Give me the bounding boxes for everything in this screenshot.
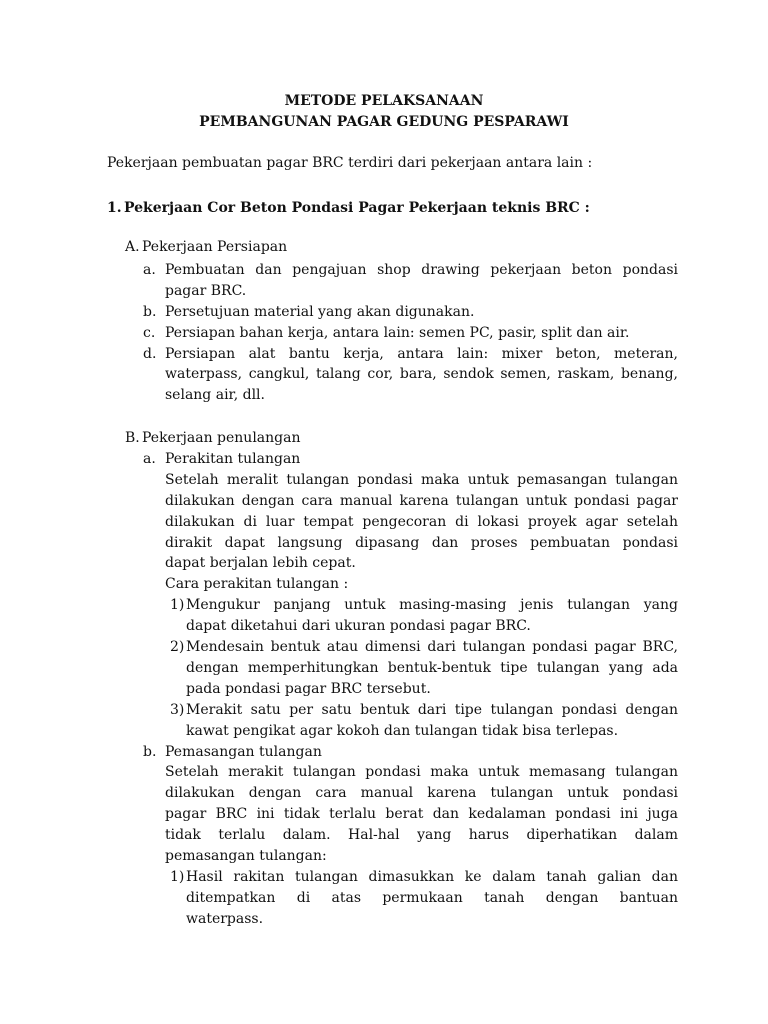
section-number: 1.	[107, 200, 122, 216]
item-line: Persiapan alat bantu kerja, antara lain: mixer beton, meteran,	[165, 345, 678, 362]
paragraph-line: pemasangan tulangan:	[165, 848, 327, 865]
part-b-title-text: Pekerjaan penulangan	[142, 430, 301, 446]
item-line: pagar BRC.	[165, 282, 247, 299]
part-a-marker: A.	[125, 239, 140, 255]
step-marker: 3)	[170, 701, 185, 718]
paragraph-line: Setelah meralit tulangan pondasi maka untuk pemasangan tulangan	[165, 471, 678, 488]
item-line: Persetujuan material yang akan digunakan.	[165, 303, 475, 320]
step-line: Mengukur panjang untuk masing-masing jenis tulangan yang	[186, 597, 678, 614]
list-item	[143, 344, 678, 407]
subsection-title	[143, 742, 678, 763]
list-item	[143, 323, 678, 344]
paragraph-line: dilakukan dengan cara manual karena tulangan untuk pondasi pagar	[165, 492, 678, 509]
item-line: waterpass, cangkul, talang cor, bara, sendok semen, raskam, benang,	[165, 366, 678, 383]
item-line: Persiapan bahan kerja, antara lain: semen PC, pasir, split dan air.	[165, 324, 630, 341]
subsection-title-text: Perakitan tulangan	[165, 450, 301, 467]
paragraph-line: dirakit dapat langsung dipasang dan proses pembuatan pondasi	[165, 534, 678, 551]
intro-paragraph: Pekerjaan pembuatan pagar BRC terdiri dari pekerjaan antara lain :	[107, 155, 593, 171]
part-b	[0, 428, 768, 930]
subsection-marker: a.	[143, 450, 156, 467]
document-title: METODE PELAKSANAAN	[284, 93, 484, 109]
part-a-title	[0, 237, 768, 258]
part-a	[0, 237, 768, 406]
paragraph-line: dilakukan dengan cara manual karena tulangan untuk pondasi	[165, 785, 678, 802]
step-line: waterpass.	[186, 910, 264, 927]
list-marker: d.	[143, 345, 157, 362]
step-item	[170, 595, 678, 637]
list-marker: b.	[143, 303, 157, 320]
step-line: dapat diketahui dari ukuran pondasi pagar BRC.	[186, 618, 531, 635]
step-item	[170, 700, 678, 742]
section-heading-text: Pekerjaan Cor Beton Pondasi Pagar Pekerjaan teknis BRC :	[124, 200, 590, 216]
list-marker: c.	[143, 324, 156, 341]
section-heading	[0, 198, 768, 219]
step-item	[170, 637, 678, 700]
step-item	[170, 867, 678, 930]
step-line: pada pondasi pagar BRC tersebut.	[186, 680, 431, 697]
document-subtitle: PEMBANGUNAN PAGAR GEDUNG PESPARAWI	[199, 114, 569, 130]
step-line: Hasil rakitan tulangan dimasukkan ke dalam tanah galian dan	[186, 869, 678, 886]
subsection-paragraph	[165, 470, 678, 595]
part-b-marker: B.	[125, 430, 140, 446]
item-line: Pembuatan dan pengajuan shop drawing pekerjaan beton pondasi	[165, 261, 678, 278]
step-line: Mendesain bentuk atau dimensi dari tulangan pondasi pagar BRC,	[186, 639, 678, 656]
step-marker: 2)	[170, 639, 185, 656]
subsection-title-text: Pemasangan tulangan	[165, 743, 322, 760]
list-item	[143, 260, 678, 302]
paragraph-line: tidak terlalu dalam. Hal-hal yang harus diperhatikan dalam	[165, 827, 678, 844]
list-item	[143, 302, 678, 323]
paragraph-line: dapat berjalan lebih cepat.	[165, 555, 356, 572]
paragraph-line: dilakukan di luar tempat pengecoran di lokasi proyek agar setelah	[165, 513, 678, 530]
paragraph-line: Setelah merakit tulangan pondasi maka untuk memasang tulangan	[165, 764, 678, 781]
subsection-title	[143, 449, 678, 470]
step-line: Merakit satu per satu bentuk dari tipe tulangan pondasi dengan	[186, 701, 678, 718]
step-line: ditempatkan di atas permukaan tanah dengan bantuan	[186, 889, 678, 906]
paragraph-line: pagar BRC ini tidak terlalu berat dan kedalaman pondasi ini juga	[165, 806, 678, 823]
list-marker: a.	[143, 261, 156, 278]
part-b-title	[0, 428, 768, 449]
step-line: dengan memperhitungkan bentuk-bentuk tipe tulangan yang ada	[186, 659, 678, 676]
subsection-marker: b.	[143, 743, 157, 760]
step-marker: 1)	[170, 597, 185, 614]
step-line: kawat pengikat agar kokoh dan tulangan tidak bisa terlepas.	[186, 722, 619, 739]
step-marker: 1)	[170, 869, 185, 886]
subsection-paragraph	[165, 762, 678, 867]
part-a-title-text: Pekerjaan Persiapan	[142, 239, 288, 255]
item-line: selang air, dll.	[165, 387, 265, 404]
steps-intro: Cara perakitan tulangan :	[165, 576, 349, 593]
